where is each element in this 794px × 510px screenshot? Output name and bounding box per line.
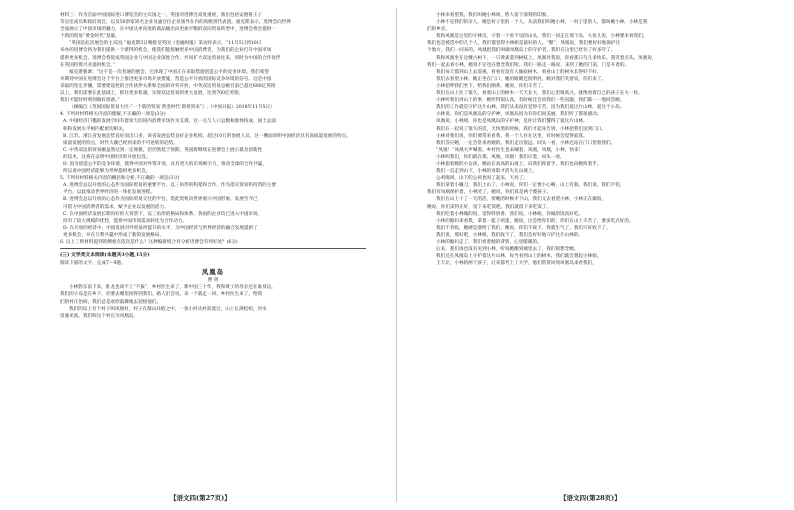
story-line: 我们答应她，一定会常来看她的。我们走出很远，回头一看，小林还站在门口望着我们。 xyxy=(436,140,616,146)
story-line: 们的村庄治病，我们总是欢欣鼓舞地去迎接他们。 xyxy=(60,299,162,305)
story-line: 我们去看望小林，她正坐在门口，她的眼睛还很明亮，她对我们笑着说，你们来了。 xyxy=(436,76,606,82)
story-line: 我们有凤凰保护着。小林笑了，她说，你们真是两个傻孩子。 xyxy=(427,190,552,196)
material3-line: 个新的贸易“黄金时代”基础。 xyxy=(60,34,120,40)
story-line: 我们在山上干了一天的活，傍晚的时候才下山，我们又去看望小林，小林正在做饭， xyxy=(436,197,606,203)
material3-line: 在英国投资兴业提供机会。” xyxy=(60,62,116,68)
story-line: 小林不是我们的亲人，她是村子里的一个人，从前我们叫她小林，一村子里的人，都叫她小林，小林是我 xyxy=(436,20,648,26)
story-line: 小林对我们说，你们要常来看我，我一个人住在这里，有时候会觉得寂寞。 xyxy=(436,133,588,139)
story-line: 我们的小岛是在乡下，你要去哪里找得到我们。路人们会说，来一个就走一回。乡村医生来了，给我 xyxy=(60,292,263,298)
story-line: 小林的媳妇走了，我们看着她的背影，心里暖暖的。 xyxy=(436,240,542,245)
story-line: 小林招呼我们坐下，给我们倒茶，她说，你们辛苦了。 xyxy=(436,83,547,89)
question-4-stem: 4. 下列对材料相关内容的理解,不正确的一项是(3分) xyxy=(60,112,166,118)
story-line: 我们一直走到山下，小林的身影才消失在山坡上。 xyxy=(436,169,538,175)
story-line: 小林来看望我，我们叫她小林姐，给人留下深刻的印象。 xyxy=(436,13,551,18)
left-page-footer: 【语文四(第27页)】 xyxy=(170,494,231,502)
section-3-intro: 阅读下面的文字，完成7～9题。 xyxy=(60,260,126,266)
story-author: 曹 剑 xyxy=(207,277,219,283)
story-line: 后来，我们再也没有见到小林，听说她搬到城里去了，我们很想念她。 xyxy=(436,247,579,253)
story-line: 我和凤凰坐在这棵古树下，一只黄雀落到树枝上，凤凰对我说，你看那只鸟儿多快乐。我笑着点头。凤凰说， xyxy=(436,55,657,61)
material3-line: 材料三：作为首届中国国际进口博览会的主宾国之一，英国对进博会高度重视，派出包括安德鲁王子 xyxy=(60,13,263,18)
story-line: 小林叫我们，你们就在那，凤凰，凤凰！我们应着，回头一看， xyxy=(436,154,565,160)
left-column xyxy=(60,12,366,320)
story-title: 凤凰岛 xyxy=(201,267,225,276)
story-line: 小林说，你们是凤凰岛的守护神，凤凰岛因为有你们而美丽。我们听了都很感动。 xyxy=(436,112,602,118)
material3-line: 等皇室成员和政府高官，以及50余家知名企业及逾百位企业领导在内的高级别代表团。福克斯表示，进博会向世界 xyxy=(60,20,291,26)
story-line: 我和凤凰是这里的守林员，守着一个看不见的山头，我们一同走在那个岛，大伙儿说，小林要来看我们。 xyxy=(436,34,648,40)
story-line: 我们的岛上有个村子叫凤凰村，村子在群山环抱之中，一条小河从村前流过。山上长满松柏，河水 xyxy=(69,306,267,312)
story-line: 我们吃着小林做的饭，觉得特别香，我们说，小林姐，你做的饭真好吃。 xyxy=(436,211,584,217)
right-page xyxy=(397,0,794,510)
material3-line: “英国是此次展会的主宾国，”福克斯3日晚接受英国《金融时报》采访时表示，“11月5日到10日 xyxy=(69,41,262,47)
story-line: 小林抱着她的小女孩，她站在高高的山坡上，向我们挥着手，我们也向她挥着手。 xyxy=(436,161,602,167)
story-line: 们的乡亲。 xyxy=(427,27,450,33)
question-5-option: 平台，以此推动世界经济的一体化发展进程。 xyxy=(63,190,155,196)
question-5-option: 持有了较大规模的优势，能将中国市场需求转化为合作动力。 xyxy=(63,218,188,224)
story-line: “凤凰！”凤凰大声喊着。乡村医生也来喊着，凤凰，凤凰，小林，快来！ xyxy=(436,147,584,153)
question-5-option: B. 进博会总以开放的心态作为国际贸易交往的平台，借此契机向世界展示中国形象，发展至今已 xyxy=(63,197,258,203)
question-4-option: B. 江苏、浙江省发展态势良好而出口多，该省发展态势良好企业机构，超过10万的参展人员，这一侧面说明中国经济具有高质量发展的特点。 xyxy=(63,133,351,139)
material3-line: 举办的进博会将为我们提供一个难得的机会，使我们能接触更多中国消费者，为我们的企业打开中国市场 xyxy=(60,48,272,54)
story-line: 清澈见底。我们叫这个村庄为凤凰岛。 xyxy=(60,313,139,319)
material3-line: 并期待中国在进博会这个平台上推进更多市场开放措施，营造公平开放的国际竞争环境的信号。这是中国 xyxy=(60,76,272,82)
story-line: 我们不肯收，她硬是塞给了我们，她说，你们不收下，我就生气了。我们只好收下了。 xyxy=(436,225,611,231)
right-page-footer: 【语文四(第28页)】 xyxy=(560,494,621,502)
story-line: 小林听我们讲山上的事，她听得很认真，有时候还会问我们一些问题，我们都一一地回答她。 xyxy=(436,98,625,104)
question-4-option: A. 中国经济门槛的发展空间有着庞大的国内消费市场作为支撑，这一点与人口总数和群体构成、国土总面 xyxy=(63,119,276,125)
story-line: 我们也是被选中的几个人，我们都觉得小林姐是最好的人。“嗯”，凤凰说，我们要好好地保护这 xyxy=(427,41,621,47)
question-4-option: 的技术，这将在证明中国经济的开放包容。 xyxy=(63,154,151,160)
right-column xyxy=(427,12,735,267)
story-line: 我们每天都到山上去巡视，看看有没有人偷砍树木，看看山上的树木长得好不好。 xyxy=(436,69,602,75)
question-5-option: D. 在开放的经济中，中国发展对外贸易所提升的水平，为中国经济与世界经济的融合发展提供了 xyxy=(63,225,258,231)
story-line: 公鸡喝叫，山下的公鸡也叫了起来，天亮了。 xyxy=(436,176,528,182)
material3-line: 以上，我们需要在此基础上，抓住更多机遇，实现双边贸易的更大发展，达到700亿英镑， xyxy=(60,91,244,97)
story-line: 个地方，我们一同来的。凤凰把我们叫做凤凰岛上的守护者，我们在这里已经住了好多年了。 xyxy=(427,48,616,54)
question-5-stem: 5. 下列对材料相关内容的概括和分析,不正确的一项是(3分) xyxy=(60,176,180,182)
question-5-option: A. 进博会总以开放的心态作为国际贸易的重要平台，以三角形的构架和合作，作为落实贸易和投资的主要 xyxy=(63,183,276,189)
section-3-heading: (三) 文学类文本阅读(本题共3小题,15分) xyxy=(60,252,150,259)
section-rule xyxy=(60,248,366,249)
story-line: 我们在山上住了很久，看着山上的树木一天天长大，我们心里很高兴，就像看着自己的孩子长大一样。 xyxy=(436,91,643,97)
story-line: 我们拿着小镰刀，我们上山了，小林说，你们一定要小心啊，山上有狼。我们说，我们不怕， xyxy=(436,183,625,189)
material3-line: 全面展示了中国市场的魅力，在中国从单向度的商品输出向更加平衡的双向贸易转型中，进博会将会提供一 xyxy=(60,27,276,33)
story-line: 我们还在凤凰岛上守护着这片山林，每当看到山上的树木，我们就会想起小林姐。 xyxy=(436,254,602,260)
question-4-option: C. 中英双边的贸易额虽然达到一定规模，但仍然低于预期，英国将继续在进博会上展示最具创新性 xyxy=(63,147,263,153)
source-citation: （摘编自《英国国际贸易大臣:“一个新的贸易‘黄金时代’即将到来”》,《中国日报》2018年11月5日） xyxy=(69,105,275,111)
material3-line: 我们才能时时刻刻做好准备。” xyxy=(60,98,120,104)
story-line: 我们说，那好吧，小林姐，我们收下了，我们会好好地守护这片山林的。 xyxy=(436,232,584,238)
question-4-option: 积和发展水平相匹配密切相关。 xyxy=(63,126,128,132)
material3-line: 提供更多机会。进博会将促成英国企业与中国企业深度合作，共同扩大双边贸易往来，同时为中国的合作伙伴 xyxy=(60,55,281,61)
material3-line: 福克斯强调：“这不是一次普通的展会，它体现了中国正在采取措施创造公平的竞争环境。我们希望 xyxy=(69,69,269,75)
question-4-option: 质量发展的特点，时代大潮已经到来的不可逆转的趋势。 xyxy=(63,140,178,146)
story-line: 我们在一起说了很久的话，天快黑的时候，我们才起身告别，小林把我们送到门口。 xyxy=(436,126,606,132)
question-5-option: 更多机会，并在互利共赢中形成了新的发展格局。 xyxy=(63,232,165,238)
story-line: 小林黔东南下来，卧龙也谈不上“不拔”，乡村医生来了，新中国三十年，我和黄子的母亲还在谁身边。 xyxy=(69,285,276,291)
question-4-option: D. 因为创造公平的竞争环境，使得中国对外资开放，具有更大的市场吸引力，推动全球的合作共赢， xyxy=(63,161,267,167)
story-line: 王天让，小林的两个孩子，后来都考上了大学，他们常常回到凤凰岛来看我们， xyxy=(436,261,597,267)
question-5-option: 可借力中国消费者的需求，赋予企业以发展的活力。 xyxy=(63,204,169,210)
story-line: 我们的工作就是守护这片山林，我们从来没有觉得辛苦，因为我们爱这片山林，爱这个小岛。 xyxy=(436,105,625,111)
question-5-option: C. 在中国经济发展长期向好的大背景下，以三角形的格局和体系，各国的企业均已进入中国市场， xyxy=(63,211,263,217)
material3-line: 采取的坚定步骤，需要建设性的合作伙伴关系和全面的对外开放，中英双边贸易总额目前已超过680亿英镑 xyxy=(60,83,276,89)
story-line: 凤凰说，小林姐，你也是凤凰岛的守护神，是你让我们懂得了爱这片山林。 xyxy=(436,119,588,125)
story-line: 小林的媳妇来看我，拿着一篮子鸡蛋，她说，这是给你们的，你们在山上辛苦了，要多吃点好的。 xyxy=(436,218,634,224)
story-line: 她说，你们来得正好，留下来吃饭吧。我们就留下来吃饭了。 xyxy=(427,204,552,210)
question-6-stem: 6. 以上三则材料提到的侧重点依次是什么？这种编排组合对分析进博会有何好处？(6分) xyxy=(60,240,238,245)
question-4-option: 所以说中国经济能够为世界提供更多机会。 xyxy=(63,169,151,175)
story-line: 我们一起去看小林，她说不定也在想念我们呢。我们一路走一路说，来到了她的门前，门是开着的。 xyxy=(427,62,630,68)
